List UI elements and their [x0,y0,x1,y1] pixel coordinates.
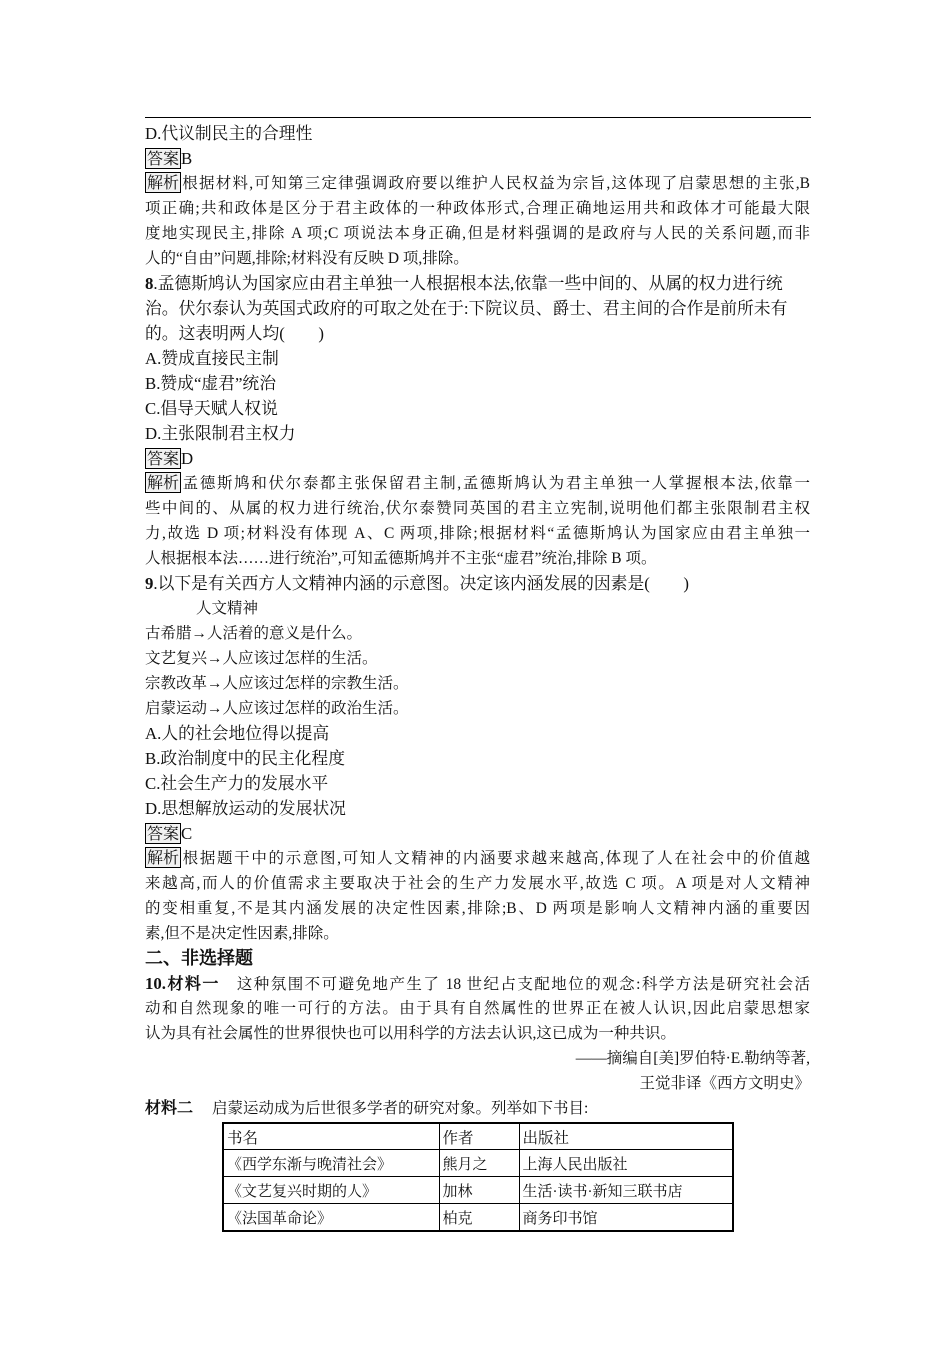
cell-author: 加林 [439,1177,519,1204]
table-header-row [223,1123,733,1150]
q9-option-d: D.思想解放运动的发展状况 [145,798,346,818]
analysis-label: 解析 [147,173,180,193]
cell-publisher: 生活·读书·新知三联书店 [519,1177,733,1204]
diagram-title: 人文精神 [196,599,259,617]
header-publisher: 出版社 [519,1123,733,1150]
q7-analysis-line [145,171,810,196]
question-number: 9 [145,573,154,593]
answer-value: B [181,148,193,168]
analysis-text: 孟德斯鸠和伏尔泰都主张保留君主制,孟德斯鸠认为君主单独一人掌握根本法,依靠一 [181,474,810,492]
q8-option-a: A.赞成直接民主制 [145,348,279,368]
q10-material1-line: 认为具有社会属性的世界很快也可以用科学的方法去认识,这已成为一种共识。 [145,1024,676,1042]
cell-publisher: 商务印书馆 [519,1204,733,1232]
q8-option-b: B.赞成“虚君”统治 [145,373,276,393]
table-row [223,1204,733,1232]
q9-answer-line [145,821,810,846]
q7-analysis-line: 度地实现民主,排除 A 项;C 项说法本身正确,但是材料强调的是政府与人民的关系问题,而非 [145,224,810,242]
analysis-label: 解析 [147,848,180,868]
material-label: 材料二 [145,1099,194,1117]
q9-analysis-line [145,846,810,871]
q9-option-a: A.人的社会地位得以提高 [145,723,330,743]
stem-text: .以下是有关西方人文精神内涵的示意图。决定该内涵发展的因素是( ) [153,573,689,593]
q8-stem-line: 的。这表明两人均( ) [145,323,324,343]
header-title: 书名 [223,1123,439,1150]
q9-option-b: B.政治制度中的民主化程度 [145,748,345,768]
cell-title: 《法国革命论》 [223,1204,439,1232]
book-table [222,1122,734,1232]
cell-publisher: 上海人民出版社 [519,1150,733,1177]
q9-analysis-line: 的变相重复,不是其内涵发展的决定性因素,排除;B、D 两项是影响人文精神内涵的重要因 [145,899,810,917]
header-author: 作者 [439,1123,519,1150]
q10-material2-line [145,1096,810,1121]
diagram-row: 启蒙运动→人应该过怎样的政治生活。 [145,699,409,717]
material-source: 王觉非译《西方文明史》 [639,1074,810,1092]
q8-analysis-line: 力,故选 D 项;材料没有体现 A、C 两项,排除;根据材料“孟德斯鸠认为国家应由君主单独一 [145,524,810,542]
q8-stem-line [145,271,810,296]
answer-label: 答案 [147,449,180,469]
answer-label: 答案 [147,824,180,844]
material-label: 材料一 [165,975,220,993]
q8-stem-line: 治。伏尔泰认为英国式政府的可取之处在于:下院议员、爵士、君主间的合作是前所未有 [145,298,788,318]
q7-analysis-line: 项正确;共和政体是区分于君主政体的一种政体形式,合理正确地运用共和政体才可能最大限 [145,199,810,217]
cell-title: 《西学东渐与晚清社会》 [223,1150,439,1177]
material-source: ——摘编自[美]罗伯特·E.勒纳等著, [575,1049,810,1067]
cell-title: 《文艺复兴时期的人》 [223,1177,439,1204]
q10-material1-line [145,971,810,996]
question-number: 8 [145,273,154,293]
analysis-text: 根据材料,可知第三定律强调政府要以维护人民权益为宗旨,这体现了启蒙思想的主张,B [181,174,810,192]
q8-analysis-line [145,471,810,496]
q9-analysis-line: 素,但不是决定性因素,排除。 [145,924,339,942]
answer-value: C [181,823,193,843]
question-number: 10. [145,973,166,993]
material-text: 启蒙运动成为后世很多学者的研究对象。列举如下书目: [212,1099,589,1117]
header-rule [145,117,811,118]
q7-analysis-line: 人的“自由”问题,排除;材料没有反映 D 项,排除。 [145,249,469,267]
answer-label: 答案 [147,149,180,169]
section-title: 二、非选择题 [145,947,253,969]
q8-answer-line [145,446,810,471]
material-text: 这种氛围不可避免地产生了 18 世纪占支配地位的观念:科学方法是研究社会活 [236,975,810,993]
q7-option-d: D.代议制民主的合理性 [145,123,313,143]
table-row [223,1150,733,1177]
q8-analysis-line: 人根据根本法……进行统治”,可知孟德斯鸠并不主张“虚君”统治,排除 B 项。 [145,549,657,567]
diagram-row: 文艺复兴→人应该过怎样的生活。 [145,649,378,667]
q8-analysis-line: 些中间的、从属的权力进行统治,伏尔泰赞同英国的君主立宪制,说明他们都主张限制君主权 [145,499,810,517]
answer-value: D [181,448,194,468]
page-content [145,121,810,1121]
stem-text: .孟德斯鸠认为国家应由君主单独一人根据根本法,依靠一些中间的、从属的权力进行统 [153,273,783,293]
table-row [223,1177,733,1204]
analysis-text: 根据题干中的示意图,可知人文精神的内涵要求越来越高,体现了人在社会中的价值越 [181,849,810,867]
q9-analysis-line: 来越高,而人的价值需求主要取决于社会的生产力发展水平,故选 C 项。A 项是对人文精神 [145,874,810,892]
q7-answer-line [145,146,810,171]
q8-option-c: C.倡导天赋人权说 [145,398,278,418]
q10-material1-line: 动和自然现象的唯一可行的方法。由于具有自然属性的世界正在被人认识,因此启蒙思想家 [145,999,810,1017]
analysis-label: 解析 [147,473,180,493]
cell-author: 熊月之 [439,1150,519,1177]
q8-option-d: D.主张限制君主权力 [145,423,296,443]
q9-option-c: C.社会生产力的发展水平 [145,773,329,793]
cell-author: 柏克 [439,1204,519,1232]
diagram-row: 宗教改革→人应该过怎样的宗教生活。 [145,674,409,692]
q9-stem-line [145,571,810,596]
diagram-row: 古希腊→人活着的意义是什么。 [145,624,363,642]
